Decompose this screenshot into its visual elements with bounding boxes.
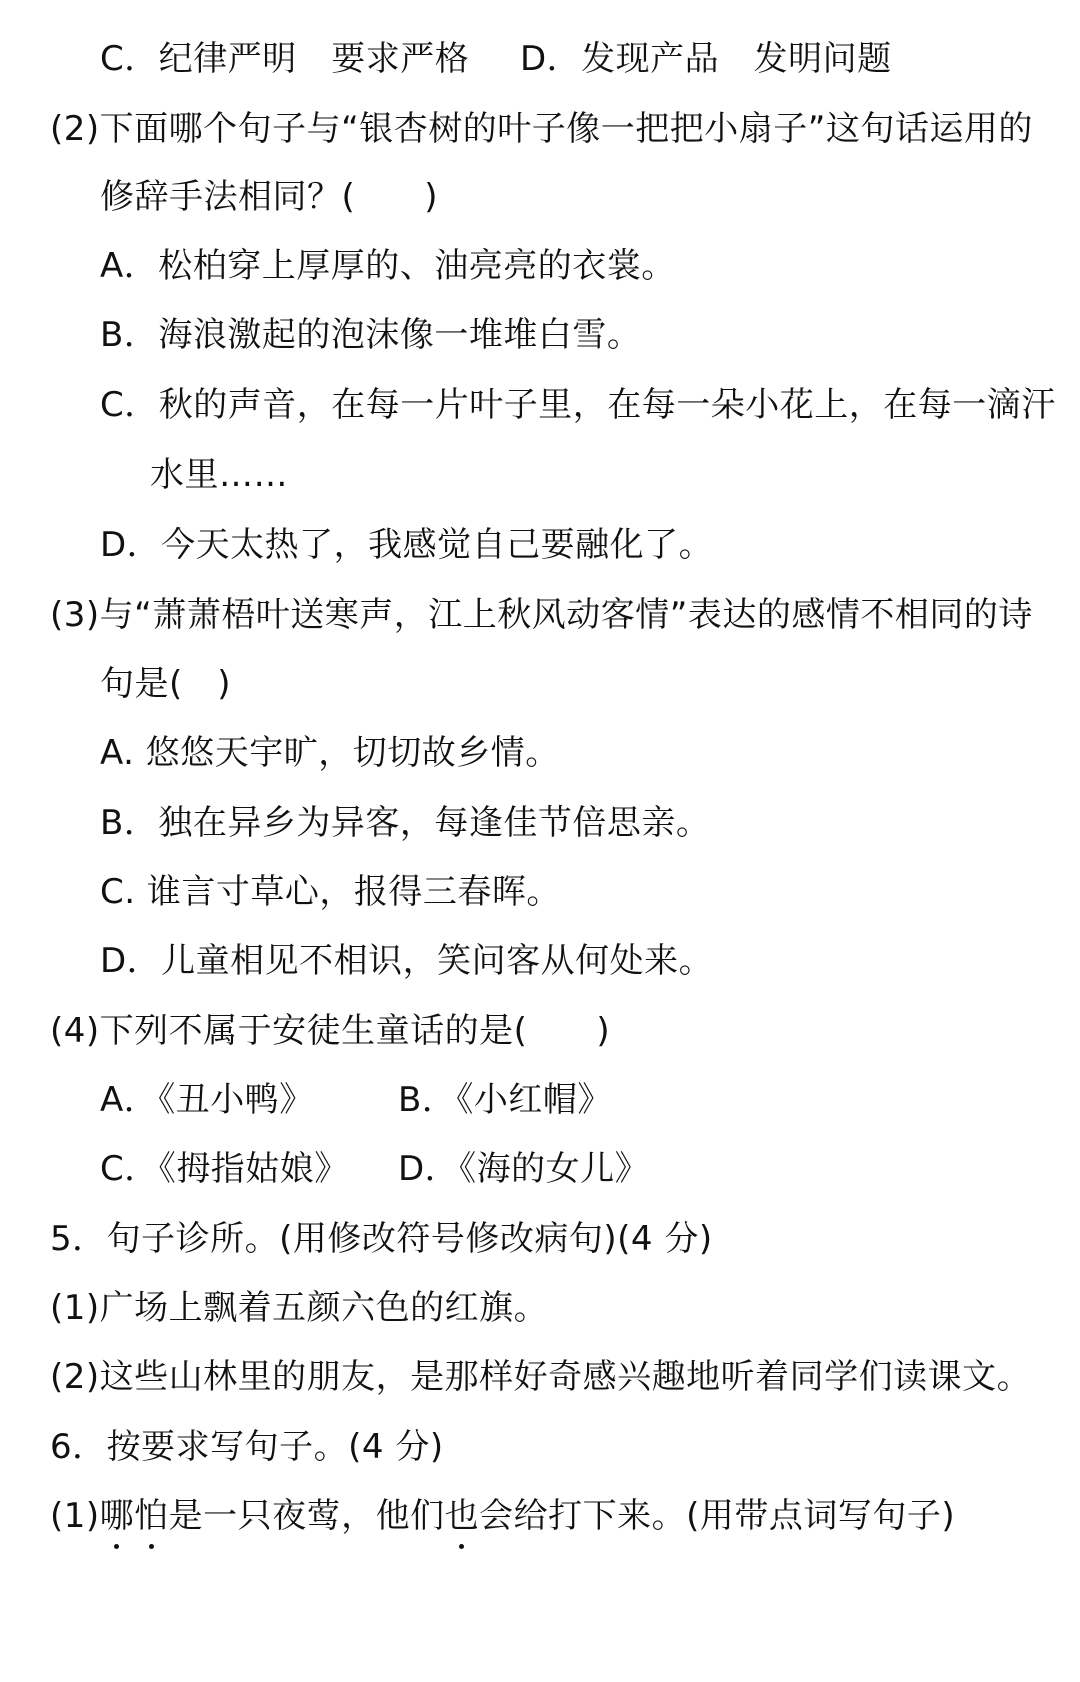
- section-5-heading: 5．句子诊所。(用修改符号修改病句)(4 分): [50, 1219, 713, 1259]
- section-6-item-1: [50, 1493, 955, 1539]
- emphasis-dot: [149, 1544, 154, 1549]
- section-5-item-2: (2)这些山林里的朋友，是那样好奇感兴趣地听着同学们读课文。: [50, 1357, 1032, 1397]
- question-2-option-c-line-2: 水里……: [150, 455, 288, 495]
- item-number: (1): [50, 1496, 100, 1536]
- dotted-char: 怕: [134, 1496, 169, 1536]
- question-4-option-b: B．《小红帽》: [398, 1080, 612, 1120]
- question-3-line-2: 句是( ): [100, 664, 232, 704]
- question-3-line-1: (3)与“萧萧梧叶送寒声，江上秋风动客情”表达的感情不相同的诗: [50, 595, 1033, 635]
- section-6-heading: 6．按要求写句子。(4 分): [50, 1427, 444, 1467]
- question-3-option-b: B．独在异乡为异客，每逢佳节倍思亲。: [100, 803, 711, 843]
- question-2-option-a: A．松柏穿上厚厚的、油亮亮的衣裳。: [100, 246, 676, 286]
- dotted-word: [134, 1493, 169, 1539]
- option-c-previous: C．纪律严明 要求严格: [100, 39, 470, 79]
- option-d-previous: D．发现产品 发明问题: [520, 39, 892, 79]
- question-2-line-1: (2)下面哪个句子与“银杏树的叶子像一把把小扇子”这句话运用的: [50, 109, 1033, 149]
- dotted-char: 哪: [99, 1496, 135, 1536]
- question-2-line-2: 修辞手法相同？( ): [100, 177, 439, 217]
- dotted-char: 也: [444, 1496, 480, 1536]
- sentence-text: 是一只夜莺，他们: [168, 1496, 445, 1536]
- question-2-option-d: D．今天太热了，我感觉自己要融化了。: [100, 525, 714, 565]
- dotted-word: [445, 1493, 480, 1539]
- question-4: (4)下列不属于安徒生童话的是( ): [50, 1011, 611, 1051]
- question-3-option-c: C. 谁言寸草心，报得三春晖。: [100, 872, 561, 912]
- emphasis-dot: [114, 1544, 119, 1549]
- sentence-text: 会给打下来。(用带点词写句子): [479, 1496, 956, 1536]
- question-2-option-b: B．海浪激起的泡沫像一堆堆白雪。: [100, 315, 642, 355]
- question-4-option-d: D．《海的女儿》: [398, 1149, 650, 1189]
- question-4-option-c: C．《拇指姑娘》: [100, 1149, 349, 1189]
- emphasis-dot: [459, 1544, 464, 1549]
- question-3-option-a: A. 悠悠天宇旷，切切故乡情。: [100, 733, 560, 773]
- dotted-word: [100, 1493, 135, 1539]
- question-3-option-d: D．儿童相见不相识，笑问客从何处来。: [100, 941, 714, 981]
- question-4-option-a: A．《丑小鸭》: [100, 1080, 314, 1120]
- question-2-option-c-line-1: C．秋的声音，在每一片叶子里，在每一朵小花上，在每一滴汗: [100, 385, 1056, 425]
- section-5-item-1: (1)广场上飘着五颜六色的红旗。: [50, 1288, 549, 1328]
